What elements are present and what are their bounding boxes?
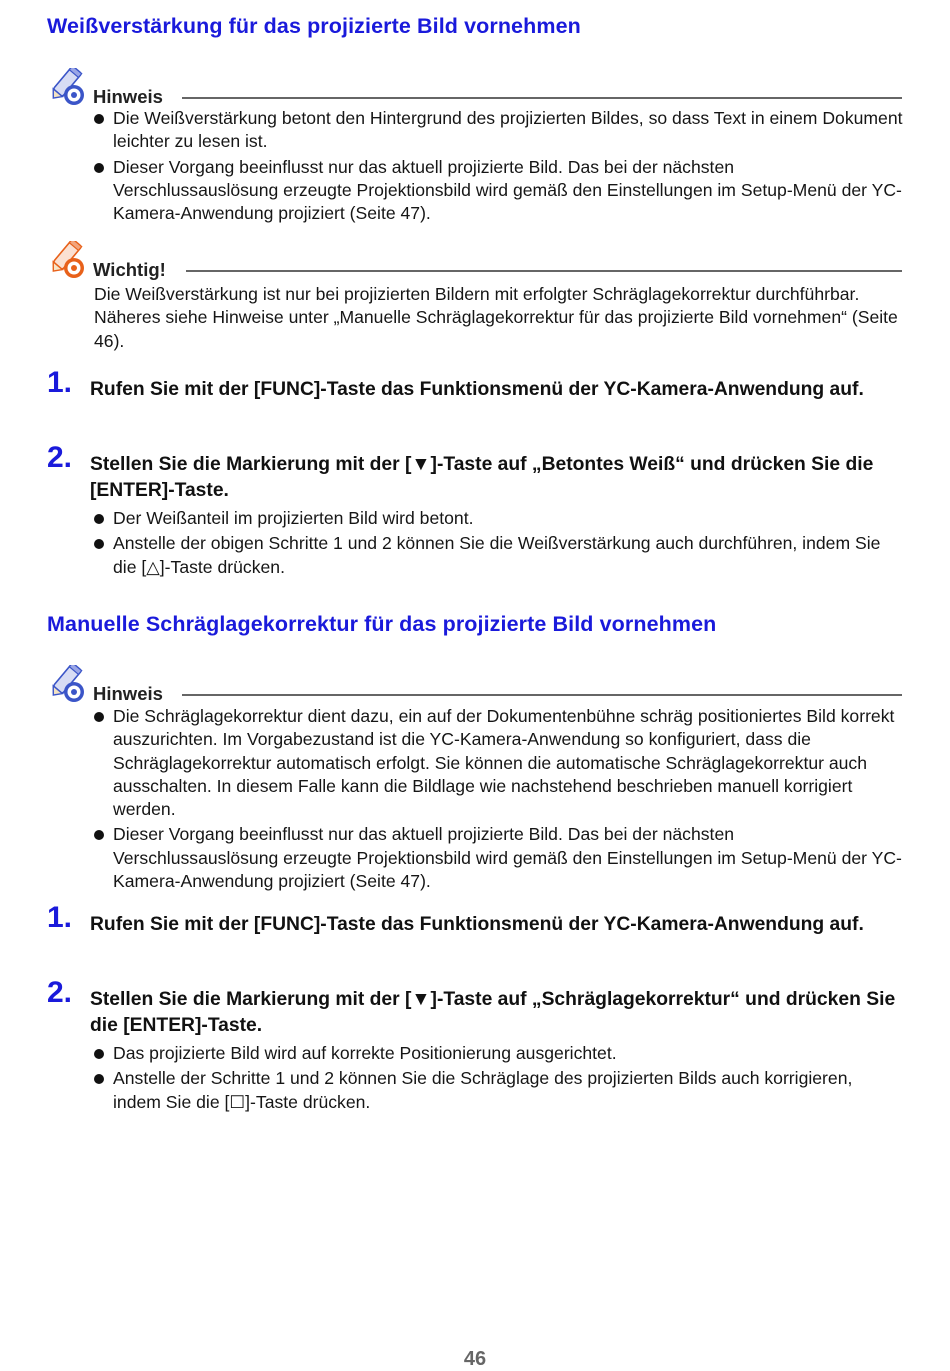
pencil-warning-icon bbox=[50, 241, 92, 281]
hint-label: Hinweis bbox=[93, 85, 163, 107]
hint-header bbox=[50, 665, 902, 705]
hint-header bbox=[50, 68, 902, 108]
hint-divider bbox=[182, 694, 902, 696]
list-item: Dieser Vorgang beeinflusst nur das aktuell projizierte Bild. Das bei der nächsten Verschlussauslösung erzeugte Projektionsbild wird gemäß den Einstellungen im Setup-Menü der YC-Kamera-Anwendung projiziert (Seite 47). bbox=[94, 156, 904, 226]
list-item: Der Weißanteil im projizierten Bild wird betont. bbox=[94, 507, 904, 530]
important-text: Die Weißverstärkung ist nur bei projizierten Bildern mit erfolgter Schräglagekorrektur durchführbar. Näheres siehe Hinweise unter „Manuelle Schräglagekorrektur für das projizierte Bild vornehmen“ (Seite 46). bbox=[94, 284, 898, 351]
hint-label: Hinweis bbox=[93, 682, 163, 704]
step-number: 1. bbox=[47, 366, 73, 399]
step-number: 2. bbox=[47, 441, 73, 474]
list-item: Dieser Vorgang beeinflusst nur das aktuell projizierte Bild. Das bei der nächsten Verschlussauslösung erzeugte Projektionsbild wird gemäß den Einstellungen im Setup-Menü der YC-Kamera-Anwendung projiziert (Seite 47). bbox=[94, 823, 904, 893]
list-item: Anstelle der Schritte 1 und 2 können Sie die Schräglage des projizierten Bilds auch korrigieren, indem Sie die [☐]-Taste drücken. bbox=[94, 1067, 904, 1114]
step-text: Rufen Sie mit der [FUNC]-Taste das Funktionsmenü der YC-Kamera-Anwendung auf. bbox=[90, 379, 864, 400]
pencil-note-icon bbox=[50, 665, 92, 705]
step-text: Stellen Sie die Markierung mit der [▼]-Taste auf „Schräglagekorrektur“ und drücken Sie die [ENTER]-Taste. bbox=[90, 989, 896, 1036]
pencil-note-icon bbox=[50, 68, 92, 108]
hint-list bbox=[94, 107, 904, 227]
step-2-notes bbox=[94, 507, 904, 581]
list-item: Anstelle der obigen Schritte 1 und 2 können Sie die Weißverstärkung auch durchführen, indem Sie die [△]-Taste drücken. bbox=[94, 532, 904, 579]
list-item: Die Schräglagekorrektur dient dazu, ein auf der Dokumentenbühne schräg positioniertes Bild korrekt auszurichten. Im Vorgabezustand ist die YC-Kamera-Anwendung so konfiguriert, dass die Schräglagekorrektur automatisch erfolgt. Sie können die automatische Schräglagekorrektur auch ausschalten. In diesem Falle kann die Bildlage wie nachstehend beschrieben manuell korrigiert werden. bbox=[94, 705, 904, 821]
section-title-white-enhancement: Weißverstärkung für das projizierte Bild vornehmen bbox=[47, 14, 581, 38]
hint-divider bbox=[182, 97, 902, 99]
hint-list bbox=[94, 705, 904, 895]
important-divider bbox=[186, 270, 902, 272]
important-header bbox=[50, 241, 902, 281]
step-text: Stellen Sie die Markierung mit der [▼]-Taste auf „Betontes Weiß“ und drücken Sie die [ENTER]-Taste. bbox=[90, 454, 874, 501]
section-title-skew-correction: Manuelle Schräglagekorrektur für das projizierte Bild vornehmen bbox=[47, 612, 717, 636]
step-text: Rufen Sie mit der [FUNC]-Taste das Funktionsmenü der YC-Kamera-Anwendung auf. bbox=[90, 914, 864, 935]
list-item: Die Weißverstärkung betont den Hintergrund des projizierten Bildes, so dass Text in einem Dokument leichter zu lesen ist. bbox=[94, 107, 904, 154]
step-number: 1. bbox=[47, 901, 73, 934]
page-number: 46 bbox=[463, 1348, 487, 1370]
list-item: Das projizierte Bild wird auf korrekte Positionierung ausgerichtet. bbox=[94, 1042, 904, 1065]
step-2-notes bbox=[94, 1042, 904, 1116]
step-number: 2. bbox=[47, 976, 73, 1009]
important-label: Wichtig! bbox=[93, 258, 166, 280]
